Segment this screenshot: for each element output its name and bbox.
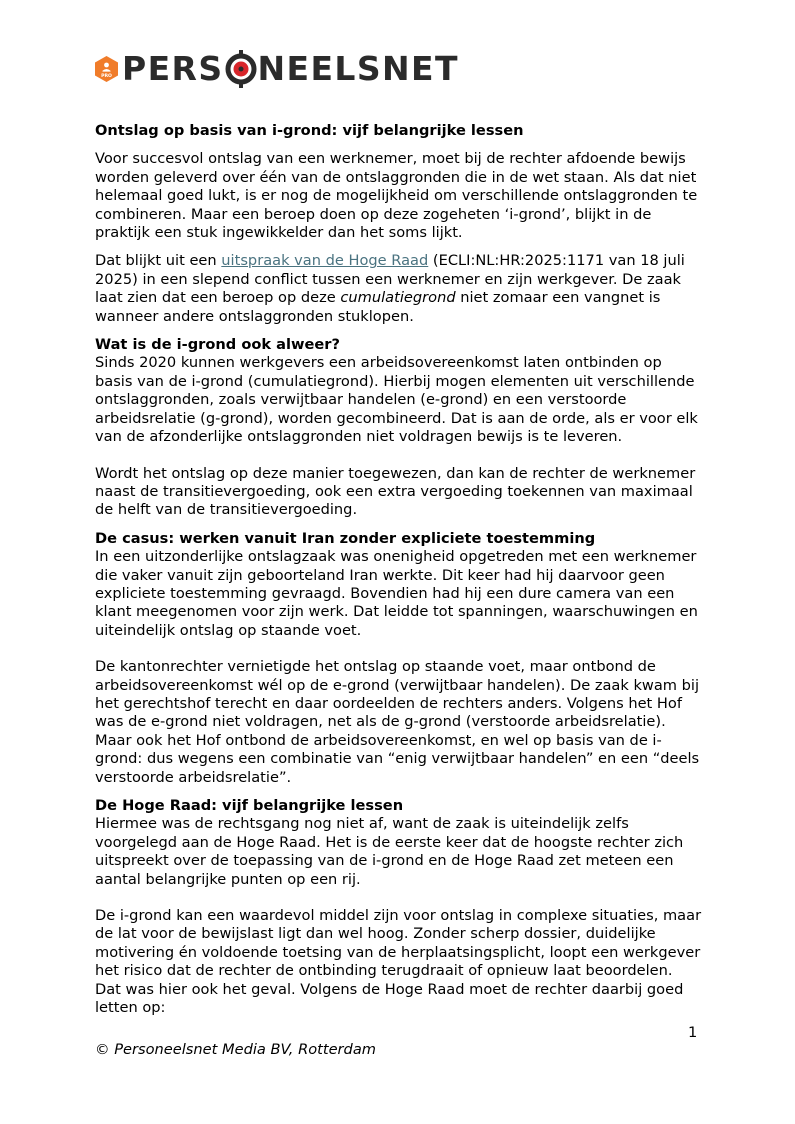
section-heading-casus: De casus: werken vanuit Iran zonder expliciete toestemming	[95, 529, 596, 547]
logo-target-icon	[225, 50, 257, 88]
article-title: Ontslag op basis van i-grond: vijf belangrijke lessen	[95, 122, 524, 139]
logo[interactable]	[95, 50, 459, 88]
section-hoge-raad-paragraph-1: Hiermee was de rechtsgang nog niet af, want de zaak is uiteindelijk zelfs voorgelegd aan de Hoge Raad. Het is de eerste keer dat de hoogste rechter zich uitspreekt over de toepassing van de i-grond en de Hoge Raad zet meteen een aantal belangrijke punten op een rij.	[95, 815, 684, 888]
hoge-raad-ruling-link[interactable]: uitspraak van de Hoge Raad	[221, 252, 429, 270]
section-heading-hoge-raad: De Hoge Raad: vijf belangrijke lessen	[95, 797, 404, 814]
cumulatiegrond-emphasis: cumulatiegrond	[340, 289, 456, 307]
logo-badge-label: PRO	[101, 74, 112, 79]
section-casus-paragraph-2: De kantonrechter vernietigde het ontslag op staande voet, maar ontbond de arbeidsovereenkomst wél op de e-grond (verwijtbaar handelen). De zaak kwam bij het gerechtshof terecht en daar oordeelden de rechters anders. Volgens het Hof was de e-grond niet voldragen, net als de g-grond (verstoorde arbeidsrelatie). Maar ook het Hof ontbond de arbeidsovereenkomst, en wel op basis van de i-grond: dus wegens een combinatie van “enig verwijtbaar handelen” en een “deels verstoorde arbeidsrelatie”.	[95, 658, 700, 786]
section-i-grond-paragraph-1: Sinds 2020 kunnen werkgevers een arbeidsovereenkomst laten ontbinden op basis van de i-grond (cumulatiegrond). Hierbij mogen elementen uit verschillende ontslaggronden, zoals verwijtbaar handelen (e-grond) en een verstoorde arbeidsrelatie (g-grond), worden gecombineerd. Dat is aan de orde, als er voor elk van de afzonderlijke ontslaggronden niet voldragen bewijs is te leveren.	[95, 354, 698, 446]
section-i-grond-paragraph-2: Wordt het ontslag op deze manier toegewezen, dan kan de rechter de werknemer naast de transitievergoeding, ook een extra vergoeding toekennen van maximaal de helft van de transitievergoeding.	[95, 464, 696, 519]
ruling-text-end: niet zomaar een vangnet is wanneer andere ontslaggronden stuklopen.	[95, 289, 661, 325]
logo-text-start: PERS	[122, 49, 224, 88]
article	[95, 122, 703, 1027]
ruling-text-middle: (ECLI:NL:HR:2025:1171 van 18 juli 2025) in een slepend conflict tussen een werknemer en zijn werkgever. De zaak laat zien dat een beroep op deze	[95, 252, 685, 307]
logo-badge-icon	[95, 56, 118, 82]
page-number: 1	[688, 1024, 698, 1041]
article-paragraph-ruling	[95, 252, 703, 326]
logo-wordmark	[122, 50, 459, 88]
ruling-text-start: Dat blijkt uit een	[95, 252, 222, 270]
footer-copyright: © Personeelsnet Media BV, Rotterdam	[95, 1041, 376, 1058]
section-casus-paragraph-1: In een uitzonderlijke ontslagzaak was onenigheid opgetreden met een werknemer die vaker vanuit zijn geboorteland Iran werkte. Dit keer had hij daarvoor geen expliciete toestemming gevraagd. Bovendien had hij een dure camera van een klant meegenomen voor zijn werk. Dat leidde tot spanningen, waarschuwingen en uiteindelijk ontslag op staande voet.	[95, 548, 698, 639]
logo-text-end: NEELSNET	[257, 49, 459, 88]
section-heading-i-grond: Wat is de i-grond ook alweer?	[95, 336, 340, 354]
section-hoge-raad-paragraph-2: De i-grond kan een waardevol middel zijn voor ontslag in complexe situaties, maar de lat voor de bewijslast ligt dan wel hoog. Zonder scherp dossier, duidelijke motivering én voldoende toetsing van de herplaatsingsplicht, loopt een werkgever het risico dat de rechter de ontbinding terugdraait of opnieuw laat beoordelen. Dat was hier ook het geval. Volgens de Hoge Raad moet de rechter daarbij goed letten op:	[95, 907, 702, 1017]
article-intro: Voor succesvol ontslag van een werknemer, moet bij de rechter afdoende bewijs worden geleverd over één van de ontslaggronden die in de wet staan. Als dat niet helemaal goed lukt, is er nog de mogelijkheid om verschillende ontslaggronden te combineren. Maar een beroep doen op deze zogeheten ‘i-grond’, blijkt in de praktijk een stuk ingewikkelder dan het soms lijkt.	[95, 150, 698, 242]
